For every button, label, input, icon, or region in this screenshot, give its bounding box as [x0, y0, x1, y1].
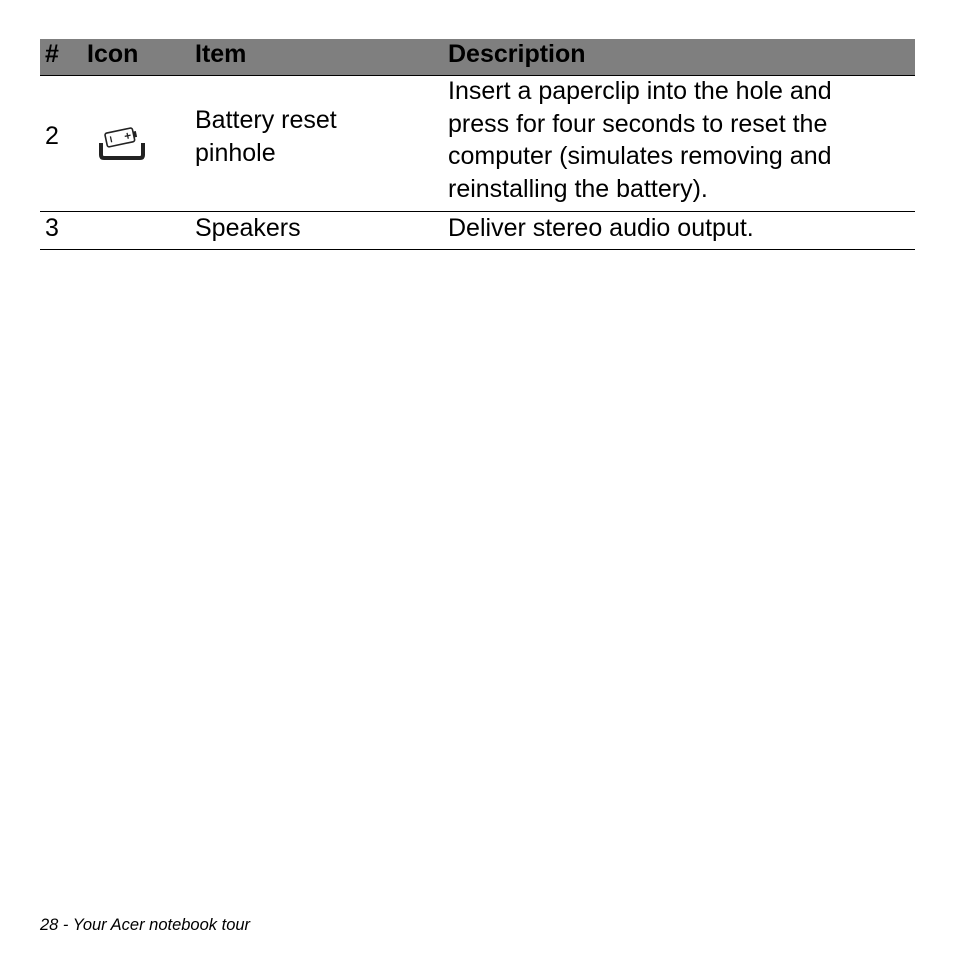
row-item-line: Battery reset	[195, 106, 337, 134]
row-number: 2	[45, 122, 59, 150]
row-number: 3	[45, 214, 59, 242]
row-item	[195, 104, 435, 169]
page-footer: 28 - Your Acer notebook tour	[40, 916, 251, 934]
table-header-row	[40, 39, 915, 76]
header-description: Description	[448, 40, 586, 68]
row-description-line: computer (simulates removing and	[448, 142, 832, 170]
row-item-line: pinhole	[195, 138, 276, 167]
row-description-line: reinstalling the battery).	[448, 174, 708, 203]
row-description-line: Insert a paperclip into the hole and	[448, 77, 832, 105]
header-num: #	[45, 40, 59, 68]
row-description: Deliver stereo audio output.	[448, 214, 754, 242]
row-description-line: press for four seconds to reset the	[448, 109, 828, 138]
header-item: Item	[195, 40, 247, 68]
table-row	[40, 212, 915, 250]
table-row	[40, 76, 915, 212]
row-item: Speakers	[195, 214, 301, 242]
header-icon: Icon	[87, 40, 139, 68]
row-description	[448, 75, 908, 205]
feature-table	[40, 39, 915, 250]
battery-reset-icon	[98, 124, 146, 160]
